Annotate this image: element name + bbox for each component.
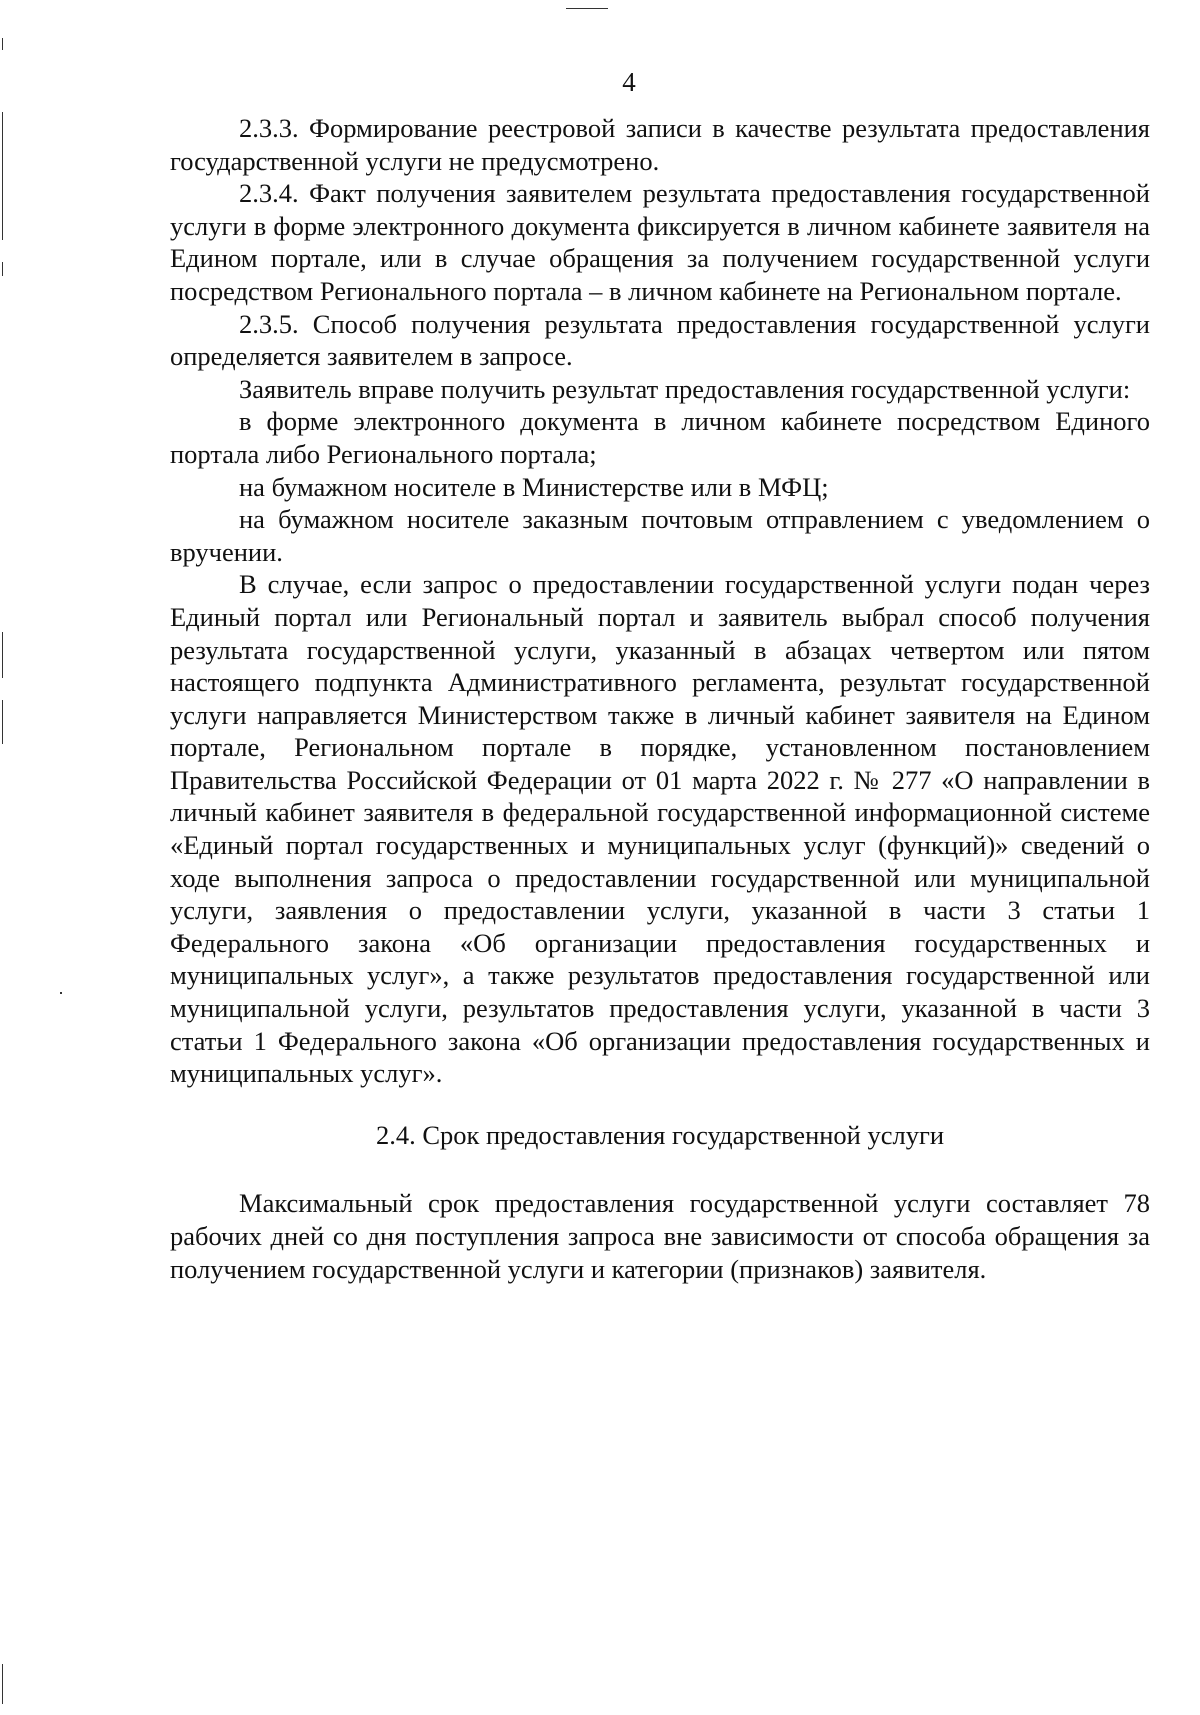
paragraph-2-3-5: 2.3.5. Способ получения результата предоставления государственной услуги определяется заявителем в запросе. [170, 308, 1150, 372]
list-item-electronic: в форме электронного документа в личном кабинете посредством Единого портала либо Регионального портала; [170, 406, 1150, 469]
scan-artifact [2, 262, 3, 276]
scan-artifact [60, 992, 62, 994]
scan-artifact [2, 700, 3, 744]
paragraph-result-options: Заявитель вправе получить результат предоставления государственной услуги: [239, 373, 1131, 404]
paragraph-2-3-4: 2.3.4. Факт получения заявителем результата предоставления государственной услуги в форме электронного документа фиксируется в личном кабинете заявителя на Едином портале, или в случае обращения за получением государственной услуги посредством Регионального портала – в личном кабинете на Региональном портале. [170, 178, 1150, 306]
document-body [170, 112, 1150, 1285]
page-number: 4 [622, 67, 636, 97]
list-item-paper-mail: на бумажном носителе заказным почтовым отправлением с уведомлением о вручении. [170, 504, 1150, 567]
scan-artifact [2, 38, 3, 50]
section-heading: 2.4. Срок предоставления государственной услуги [375, 1119, 945, 1150]
paragraph-max-term: Максимальный срок предоставления государственной услуги составляет 78 рабочих дней со дня поступления запроса вне зависимости от способа обращения за получением государственной услуги и категории (признаков) заявителя. [170, 1188, 1150, 1284]
scan-artifact [566, 8, 608, 9]
scan-artifact [2, 1664, 3, 1704]
paragraph-2-3-3: 2.3.3. Формирование реестровой записи в качестве результата предоставления государственной услуги не предусмотрено. [170, 113, 1150, 176]
list-item-paper-office: на бумажном носителе в Министерстве или в МФЦ; [239, 471, 829, 502]
paragraph-portal-case: В случае, если запрос о предоставлении государственной услуги подан через Единый портал или Региональный портал и заявитель выбрал способ получения результата государственной услуги, указанный в абзацах четвертом или пятом настоящего подпункта Административного регламента, результат государственной услуги направляется Министерством также в личный кабинет заявителя на Едином портале, Региональном портале в порядке, установленном постановлением Правительства Российской Федерации от 01 марта 2022 г. № 277 «О направлении в личный кабинет заявителя в федеральной государственной информационной системе «Единый портал государственных и муниципальных услуг (функций)» сведений о ходе выполнения запроса о предоставлении государственной или муниципальной услуги, заявления о предоставлении услуги, указанной в части 3 статьи 1 Федерального закона «Об организации предоставления государственных и муниципальных услуг», а также результатов предоставления государственной или муниципальной услуги, результатов предоставления услуги, указанной в части 3 статьи 1 Федерального закона «Об организации предоставления государственных и муниципальных услуг». [170, 569, 1150, 1089]
scan-artifact [2, 632, 3, 678]
scan-artifact [2, 112, 3, 240]
